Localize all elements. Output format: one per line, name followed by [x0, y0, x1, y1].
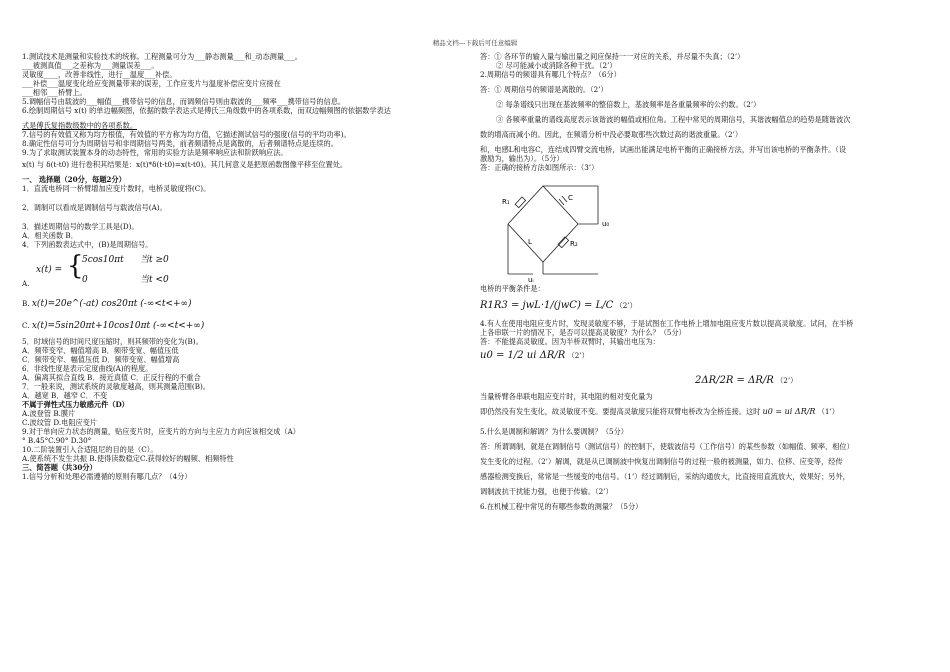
q5-line: 5.调幅信号由载波的___幅值___携带信号的信息，而调频信号则由载波的___频率___携带信号的信息。: [22, 97, 346, 106]
mc9-options: ° B.45°C.90° D.30°: [22, 436, 92, 445]
q10-line: x(t) 与 δ(t-t0) 进行卷积其结果是：x(t)*δ(t-t0)=x(t-t0)。其几何意义是把原函数图像平移至位置处。: [22, 160, 348, 169]
q2-line: ___被测真值___之差称为___测量误差___。: [22, 61, 159, 70]
sa2-answer-1: 答：① 周期信号的频谱是离散的。（2’）: [480, 85, 608, 94]
sa4-line3: 即仍然没有发生变化，故灵敏度不变。要提高灵敏度只能将双臂电桥改为全桥连接。这时 u0 = ui ΔR/R （1’）: [480, 407, 839, 416]
mc4: 4．下列函数表达式中，(B)是周期信号。: [22, 240, 153, 249]
sa4: 4.有人在使用电阻应变片时，发现灵敏度不够，于是试图在工作电桥上增加电阻应变片数以提高灵敏度。试问，在半桥: [480, 319, 854, 328]
sa5-answer-4: 调制波抗干扰能力强，也便于传输。（2’）: [480, 487, 613, 496]
mc3-options: A．相关函数 B．: [22, 231, 78, 240]
q6b-line: 式是傅氏复指数级数中的各项系数。: [22, 121, 138, 130]
q1-line: 1.测试技术是测量和实验技术的统称。工程测量可分为___静态测量___和_动态测量___。: [22, 52, 302, 61]
sa1: 1.信号分析和处理必需遵循的原则有哪几点？（4分）: [22, 472, 192, 481]
q3-line: 灵敏度____，改善非线性，进行__温度___补偿。: [22, 70, 177, 79]
c-label: C: [568, 194, 573, 202]
section-choice-title: 一、 选择题（20分，每题2分）: [22, 175, 126, 184]
q6-line: 6.绘制周期信号 x(t) 的单边幅频图，依据的数学表达式是傅氏三角级数中的各项系数，而双边幅频图的依据数学表达: [22, 106, 391, 115]
sa1-answer-1: 答：① 各环节的输入量与输出量之间应保持一一对应的关系，并尽量不失真；（2’）: [480, 52, 745, 61]
sa1-answer-2: ② 尽可能减小或消除各种干扰。（2’）: [496, 61, 617, 70]
sa3-answer: 答：正确的接桥方法如图所示：（3’）: [480, 163, 599, 172]
bridge-diagram: [488, 174, 648, 284]
mc6: 6．非线性度是表示定度曲线(A)的程度。: [22, 364, 153, 373]
balance-formula: R1R3 = jwL·1/(jwC) = L/C （2’）: [480, 300, 637, 311]
sa5-answer-1: 答：所谓调制，就是在调制信号（测试信号）的控制下，使载波信号（工作信号）的某些参数（如幅值、频率、相位）: [480, 442, 854, 451]
sa3b: 激励为，输出为）。（5分）: [480, 154, 564, 163]
mc10: 10.二阶装置引入合适阻尼的目的是（C）。: [22, 445, 158, 454]
mc5: 5．时域信号的时间尺度压缩时，则其频带的变化为(B)。: [22, 337, 203, 346]
q9-line: 9.为了求取测试装置本身的动态特性，常用的实验方法是频率响应法和阶跃响应法。: [22, 148, 288, 157]
sa3: 和，电感L和电容C，连结成四臂交流电桥，试画出能满足电桥平衡的正确接桥方法，并写出该电桥的平衡条件。（设: [480, 145, 847, 154]
sa2-answer-3: ③ 各频率重量的谱线高度表示该谐波的幅值或相位角。工程中常见的周期信号，其谐波幅值总的趋势是随谐波次: [496, 115, 851, 124]
q4-line: ___补偿___温度变化给应变测量带来的误差，工作应变片与温度补偿应变片应接在: [22, 79, 281, 88]
page-header: 精品文档---下载后可任意编辑: [432, 39, 518, 47]
mc4-option-a: A. x(t) = { 5cos10πt 当t ≥0 0 当t <0: [22, 251, 169, 288]
uo-label: u₀: [602, 220, 610, 228]
mc8-cd: C.波纹管 D.电阻应变片: [22, 418, 98, 427]
mc7-options: A．越宽 B．越窄 C．不变: [22, 391, 108, 400]
sa4-formula2-row: 2ΔR/2R = ΔR/R （2’）: [695, 375, 798, 386]
mc9: 9.对于单向应力状态的测量，贴应变片时，应变片的方向与主应力方向应该相交成（A）: [22, 427, 300, 436]
mc6-options: A．偏离其拟合直线 B．接近真值 C．正反行程的不重合: [22, 373, 201, 382]
sa4b: 上各串联一片的情况下，是否可以提高灵敏度？为什么？（5分）: [480, 328, 686, 337]
sa5-answer-2: 发生变化的过程。（2’）解调，就是从已调制波中恢复出调制信号的过程一般的被测量，如力、位移、应变等，经传: [480, 457, 843, 466]
sa2: 2.周期信号的频谱具有哪几个特点？（6分）: [480, 70, 621, 79]
sa4-formula1: u0 = 1/2 ui ΔR/R （2’）: [480, 350, 589, 361]
sa4-answer: 答：不能提高灵敏度。因为半桥双臂时，其输出电压为：: [480, 337, 660, 346]
mc7: 7．一般来说，测试系统的灵敏度越高，则其测量范围(B)。: [22, 382, 210, 391]
sa2-answer-2: ② 每条谱线只出现在基波频率的整倍数上，基波频率是各重量频率的公约数。（2’）: [496, 100, 761, 109]
mc1: 1．直流电桥同一桥臂增加应变片数时，电桥灵敏度将(C)。: [22, 184, 211, 193]
mc3: 3．描述周期信号的数学工具是(D)。: [22, 222, 139, 231]
mc4-option-b: B. x(t)=20e^(-at) cos20πt (-∞<t<+∞): [22, 299, 192, 309]
ui-label: uᵢ: [528, 276, 534, 284]
sa5-answer-3: 感器检测变换后，常常是一些缓变的电信号。（1’）经过调制后，采纳沟通放大，比直接用直流放大，效果好；另外，: [480, 472, 850, 481]
sa6: 6.在机械工程中常见的有哪些参数的测量？（5分）: [480, 502, 643, 511]
mc5-cd: C．频带变窄、幅值压低 D．频带变宽、幅值增高: [22, 355, 180, 364]
mc8-ab: A.波登管 B.膜片: [22, 409, 76, 418]
l-label: L: [528, 238, 532, 246]
mc8: 不属于弹性式压力敏感元件（D）: [22, 400, 129, 409]
sa2-answer-3b: 数的增高而减小的。因此，在频谱分析中没必要取那些次数过高的谐波重量。（2’）: [480, 130, 743, 139]
sa5: 5.什么是调制和解调？为什么要调制？（5分）: [480, 427, 628, 436]
right-column: [480, 52, 930, 511]
mc2: 2．调制可以看成是调制信号与载波信号(A)。: [22, 203, 167, 212]
q7-line: 7.信号的有效值又称为均方根值，有效值的平方称为均方值，它描述测试信号的强度(信号的平均功率)。: [22, 130, 351, 139]
mc4-option-c: C. x(t)=5sin20πt+10cos10πt (-∞<t<+∞): [22, 321, 205, 331]
mc10-options: A.使系统不发生共振 B.使得读数稳定C.获得较好的幅频、相频特性: [22, 454, 234, 463]
balance-condition: 电桥的平衡条件是：: [480, 284, 545, 293]
sa4-line2: 当量桥臂各串联电阻应变片时，其电阻的相对变化量为: [480, 392, 653, 401]
mc5-ab: A．频带变窄、幅值增高 B．频带变宽、幅值压低: [22, 346, 179, 355]
q8-line: 8.确定性信号可分为周期信号和非周期信号两类，前者频谱特点是离散的，后者频谱特点是连续的。: [22, 139, 338, 148]
q4b-line: ___相邻___桥臂上。: [22, 88, 87, 97]
r1-label: R₁: [502, 198, 510, 206]
section-short-title: 三、简答题（共30分）: [22, 463, 97, 472]
left-column: [22, 52, 467, 481]
r2-label: R₂: [570, 240, 578, 248]
